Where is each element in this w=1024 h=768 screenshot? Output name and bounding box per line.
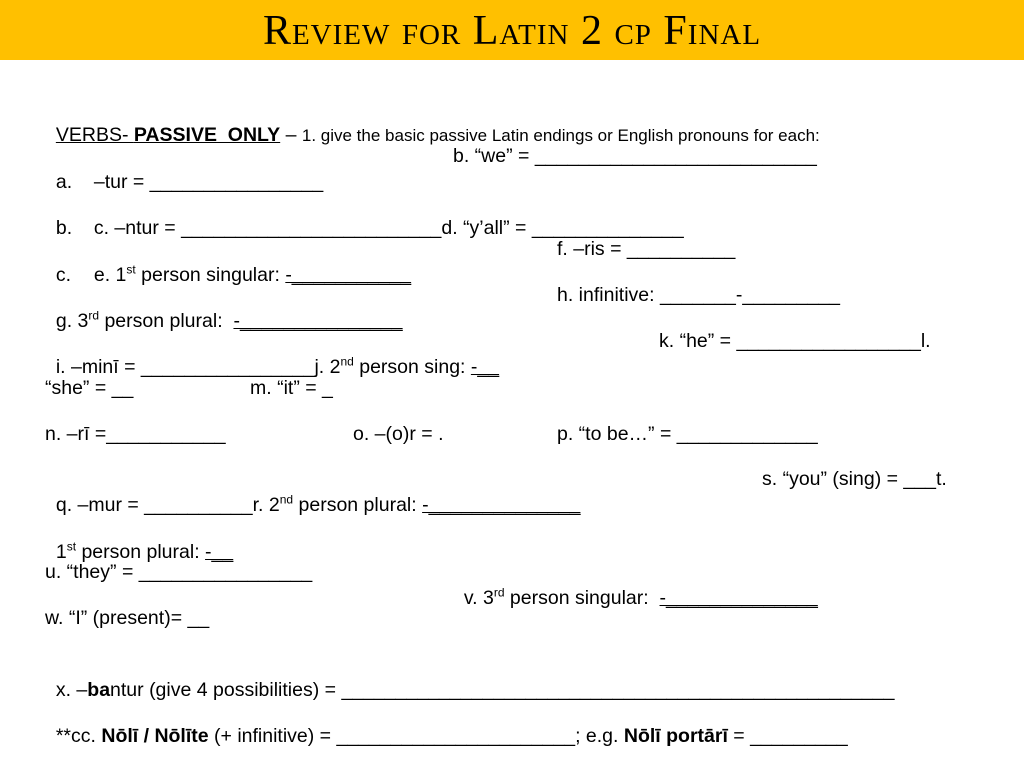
item-3rd-plural: g. 3rd person plural: -_______________: [55, 308, 403, 332]
item-ri: n. –rī =___________: [45, 423, 226, 445]
item-mini-2nd-sing: i. –minī = ________________j. 2nd person sing: -__: [55, 354, 500, 378]
item-or: o. –(o)r = .: [353, 423, 444, 445]
item-ris: f. –ris = __________: [557, 238, 736, 260]
list-marker: b.: [55, 217, 73, 239]
intro-dash: –: [280, 124, 302, 146]
question-row-b: [45, 189, 684, 241]
item-we: b. “we” = __________________________: [453, 145, 817, 167]
question-row-a: [45, 143, 323, 195]
item-1st-singular: e. 1st person singular: -___________: [93, 262, 412, 286]
item-bantur: x. –bantur (give 4 possibilities) = ___________________________________________________: [55, 679, 895, 701]
item-1st-plural: 1st person plural: -__: [55, 539, 234, 563]
intro-instruction: 1. give the basic passive Latin endings or English pronouns for each:: [301, 126, 820, 145]
instructions-line: [45, 96, 820, 149]
item-ntur-yall: c. –ntur = ________________________d. “y’all” = ______________: [93, 217, 684, 239]
item-tur: –tur = ________________: [93, 171, 324, 193]
item-they: u. “they” = ________________: [45, 561, 313, 583]
item-infinitive: h. infinitive: _______-_________: [557, 284, 840, 306]
passive-only-label: PASSIVE ONLY: [133, 124, 281, 146]
item-i-present: w. “I” (present)= __: [45, 607, 210, 629]
page-title: Review for Latin 2 cp Final: [262, 8, 762, 54]
question-row-c: [45, 236, 411, 288]
item-noli: **cc. Nōlī / Nōlīte (+ infinitive) = ______________________; e.g. Nōlī portārī = _________: [55, 725, 848, 747]
item-you-sing: s. “you” (sing) = ___t.: [762, 468, 947, 490]
item-she: “she” = __: [45, 377, 134, 399]
list-marker: a.: [55, 171, 73, 193]
item-mur-2nd-plural: q. –mur = __________r. 2nd person plural: -______________: [55, 492, 581, 516]
item-to-be: p. “to be…” = _____________: [557, 423, 818, 445]
list-marker: c.: [55, 264, 72, 286]
item-it: m. “it” = _: [250, 377, 333, 399]
item-he: k. “he” = _________________l.: [659, 330, 931, 352]
verbs-label: VERBS-: [55, 124, 134, 146]
item-3rd-singular: v. 3rd person singular: -______________: [463, 585, 818, 609]
